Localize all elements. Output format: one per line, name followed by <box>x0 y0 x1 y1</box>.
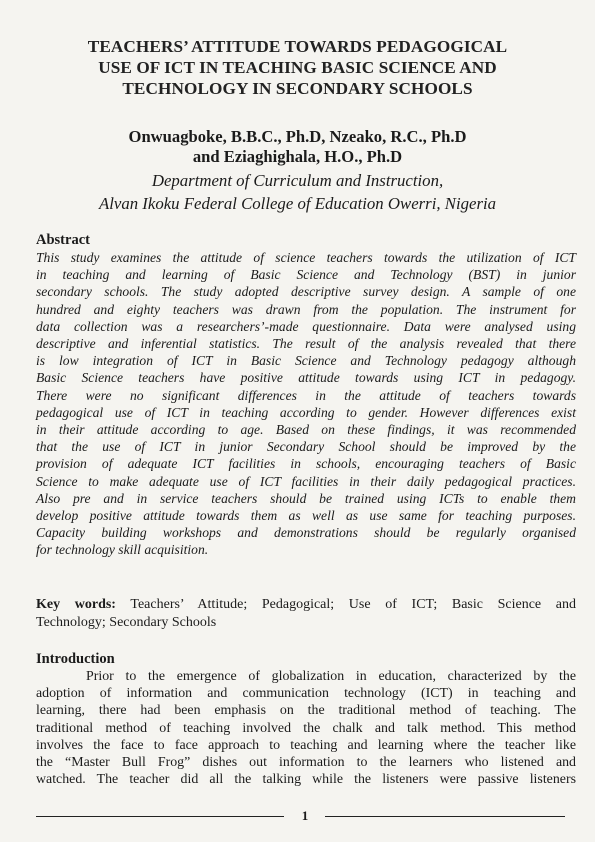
abstract-line: Basic Science teachers have positive attitude towards using ICT in pedagogy. <box>36 370 576 386</box>
abstract-line: data collection was a researchers’-made questionnaire. Data were analysed using <box>36 318 576 334</box>
abstract-line: pedagogical use of ICT in teaching according to gender. However differences exist <box>36 404 576 420</box>
keywords-line-2: Technology; Secondary Schools <box>36 614 217 630</box>
introduction-body <box>36 668 576 788</box>
intro-line: watched. The teacher did all the talking while the listeners were passive listeners <box>36 772 576 788</box>
abstract-heading: Abstract <box>36 232 90 248</box>
intro-line: traditional method of teaching involved the chalk and talk method. This method <box>36 720 576 736</box>
footer-rule-left <box>36 816 284 817</box>
introduction-heading: Introduction <box>36 651 115 667</box>
abstract-line: in teaching and learning of Basic Science and Technology (BST) in junior <box>36 267 576 283</box>
paper-title <box>40 36 555 99</box>
affiliation-line: Department of Curriculum and Instruction, <box>151 171 444 190</box>
abstract-body <box>36 249 576 559</box>
title-line: TEACHERS’ ATTITUDE TOWARDS PEDAGOGICAL <box>87 37 508 56</box>
abstract-line: is low integration of ICT in Basic Science and Technology pedagogy although <box>36 353 576 369</box>
intro-line: involves the face to face approach to teaching and learning where the teacher like <box>36 737 576 753</box>
abstract-line: There were no significant differences in the attitude of teachers towards <box>36 387 576 403</box>
abstract-line: develop positive attitude towards them as well as use same for teaching purposes. <box>36 508 576 524</box>
abstract-line: Capacity building workshops and demonstrations should be regularly organised <box>36 525 576 541</box>
affiliation-line: Alvan Ikoku Federal College of Education Owerri, Nigeria <box>98 194 497 213</box>
abstract-line: for technology skill acquisition. <box>36 542 209 558</box>
abstract-line: descriptive and inferential statistics. The result of the analysis revealed that there <box>36 336 576 352</box>
intro-line: the “Master Bull Frog” dishes out information to the learners who listened and <box>36 755 576 771</box>
abstract-line: secondary schools. The study adopted descriptive survey design. A sample of one <box>36 284 576 300</box>
page-number: 1 <box>301 808 309 823</box>
title-line: TECHNOLOGY IN SECONDARY SCHOOLS <box>122 79 473 98</box>
author-list <box>40 127 555 167</box>
abstract-line: Science to make adequate use of ICT facilities in their daily pedagogical practices. <box>36 473 576 489</box>
keywords-list: Teachers’ Attitude; Pedagogical; Use of ICT; Basic Science and <box>130 597 577 612</box>
abstract-line: in their attitude according to age. Based on these findings, it was recommended <box>36 422 576 438</box>
author-line: Onwuagboke, B.B.C., Ph.D, Nzeako, R.C., Ph.D <box>128 127 467 146</box>
keywords <box>36 596 576 631</box>
abstract-line: that the use of ICT in junior Secondary School should be improved by the <box>36 439 576 455</box>
abstract-line: This study examines the attitude of science teachers towards the utilization of ICT <box>36 250 576 265</box>
intro-line: learning, there had been emphasis on the traditional method of teaching. The <box>36 703 576 719</box>
intro-line: adoption of information and communication technology (ICT) in teaching and <box>36 686 576 702</box>
keywords-line <box>36 596 576 614</box>
affiliation <box>40 169 555 215</box>
abstract-line: hundred and eighty teachers was drawn from the population. The instrument for <box>36 301 576 317</box>
title-line: USE OF ICT IN TEACHING BASIC SCIENCE AND <box>98 58 497 77</box>
footer-rule-right <box>325 816 565 817</box>
intro-line: Prior to the emergence of globalization in education, characterized by the <box>86 669 576 684</box>
abstract-line: Also pre and in service teachers should be trained using ICTs to enable them <box>36 490 576 506</box>
keywords-label: Key words: <box>36 597 116 612</box>
author-line: and Eziaghighala, H.O., Ph.D <box>192 147 403 166</box>
abstract-line: provision of adequate ICT facilities in schools, encouraging teachers of Basic <box>36 456 576 472</box>
